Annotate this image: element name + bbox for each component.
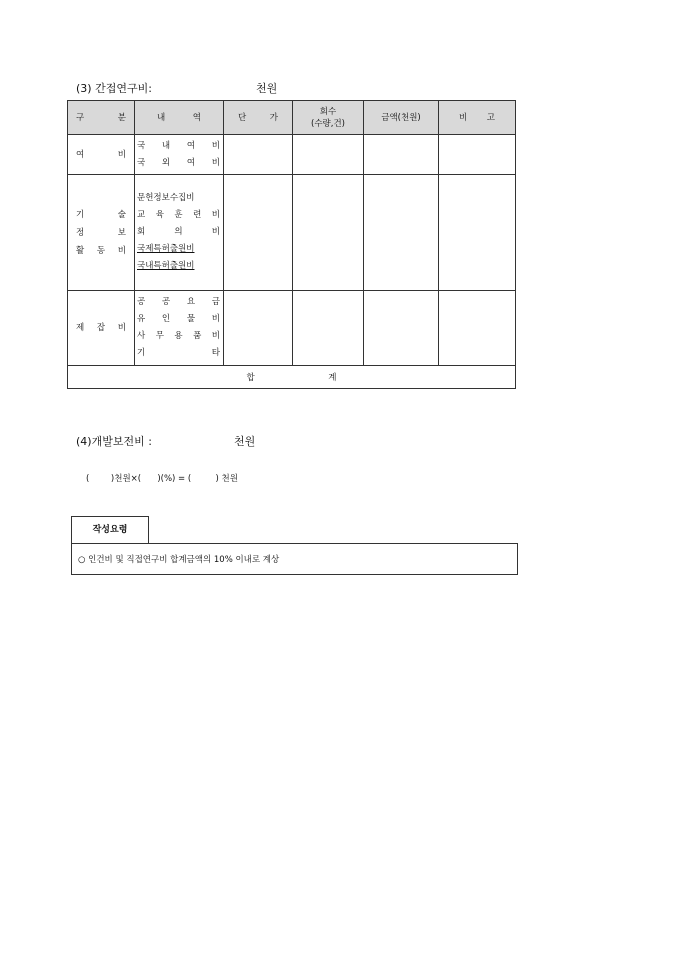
total-label: 합 계 [68,366,516,389]
cell-count [293,135,364,175]
section4-title: (4)개발보전비 : [76,435,152,448]
section3-unit: 천원 [256,82,278,95]
table-row [68,135,516,175]
guide-tab: 작성요령 [71,516,149,544]
header-unit-price: 단 가 [224,101,293,135]
indirect-cost-table [67,100,516,389]
guide-text: ○ 인건비 및 직접연구비 합계금액의 10% 이내로 계상 [71,543,518,575]
section3-title: (3) 간접연구비: [76,82,152,95]
cell-remarks [439,135,516,175]
row-category: 기 술 정 보 활 동 비 [68,175,135,291]
cell-amount [364,175,439,291]
table-row [68,291,516,366]
cell-amount [364,291,439,366]
header-count: 회수 (수량,건) [293,101,364,135]
row-category: 여 비 [68,135,135,175]
section4-unit: 천원 [234,435,256,448]
table-row [68,175,516,291]
section4-formula: ( )천원×( )(%) = ( ) 천원 [86,474,238,484]
row-category: 제 잡 비 [68,291,135,366]
cell-remarks [439,175,516,291]
cell-remarks [439,291,516,366]
cell-unit-price [224,175,293,291]
row-items: 국 내 여 비 국 외 여 비 [135,135,224,175]
header-remarks: 비 고 [439,101,516,135]
cell-unit-price [224,135,293,175]
table-header-row [68,101,516,135]
cell-unit-price [224,291,293,366]
cell-count [293,291,364,366]
header-amount: 금액(천원) [364,101,439,135]
row-items: 공 공 요 금 유 인 물 비 사 무 용 품 비 기 타 [135,291,224,366]
cell-count [293,175,364,291]
row-items: 문헌정보수집비 교 육 훈 련 비 회 의 비 국제특허출원비 국내특허출원비 [135,175,224,291]
header-details: 내 역 [135,101,224,135]
total-row [68,366,516,389]
cell-amount [364,135,439,175]
header-category: 구 분 [68,101,135,135]
